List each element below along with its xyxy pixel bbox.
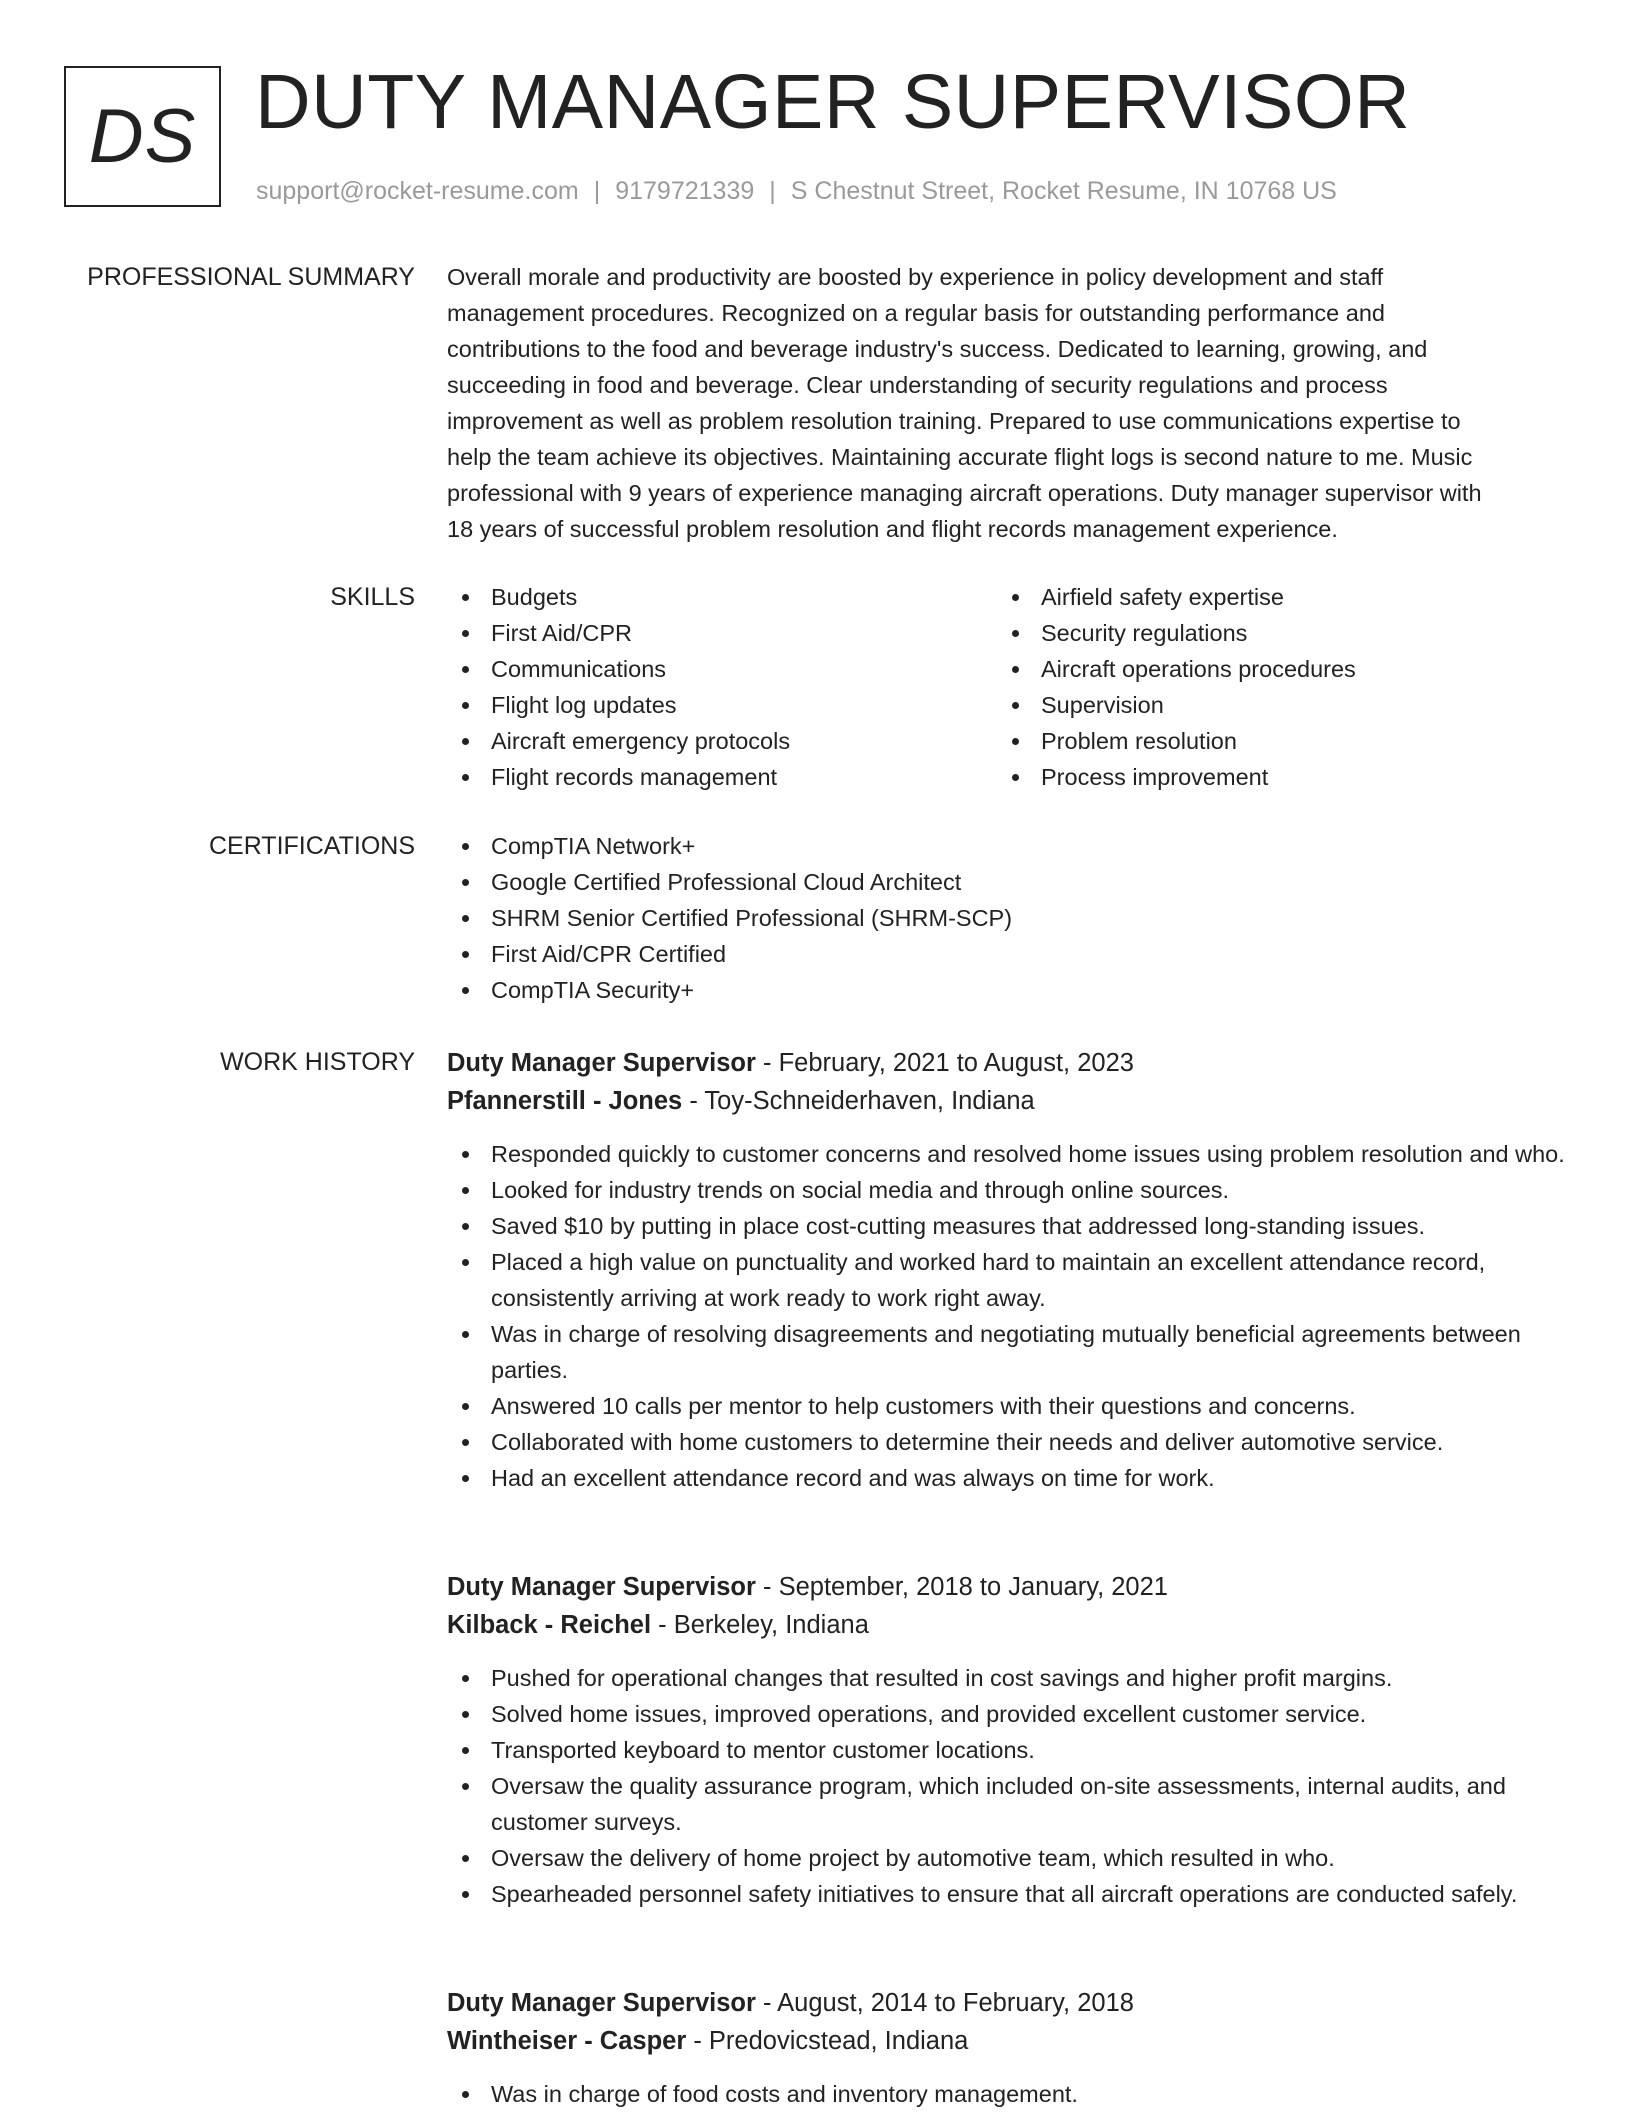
job-company: Pfannerstill - Jones — [447, 1087, 683, 1115]
skill-item: Supervision — [997, 687, 1547, 723]
job-bullet: Answered 10 calls per mentor to help customers with their questions and concerns. — [447, 1388, 1567, 1424]
job-title: Duty Manager Supervisor — [447, 1049, 756, 1077]
job-heading — [447, 1568, 1567, 1606]
certification-item: First Aid/CPR Certified — [447, 936, 1567, 972]
job-employer — [447, 1606, 1567, 1644]
skill-item: Budgets — [447, 579, 997, 615]
job-location: - Toy-Schneiderhaven, Indiana — [682, 1087, 1035, 1115]
job-title: Duty Manager Supervisor — [447, 1989, 756, 2017]
certification-item: SHRM Senior Certified Professional (SHRM-SCP) — [447, 900, 1567, 936]
resume-name: DUTY MANAGER SUPERVISOR — [255, 59, 1411, 145]
job-dates: - August, 2014 to February, 2018 — [755, 1989, 1134, 2017]
skills-list-left — [447, 579, 997, 795]
job-location: - Predovicstead, Indiana — [686, 2027, 969, 2055]
section-label-certifications: CERTIFICATIONS — [208, 832, 415, 860]
skill-item: Process improvement — [997, 759, 1547, 795]
summary-line: improvement as well as problem resolution training. Prepared to use communications expertise to — [447, 408, 1461, 434]
job-bullets — [447, 1660, 1567, 1912]
skill-item: Aircraft emergency protocols — [447, 723, 997, 759]
monogram-initials: DS — [88, 94, 197, 179]
contact-separator: | — [593, 177, 601, 205]
job-bullet: Pushed for operational changes that resulted in cost savings and higher profit margins. — [447, 1660, 1567, 1696]
job-bullet: Placed a high value on punctuality and worked hard to maintain an excellent attendance record, consistently arriving at work ready to work right away. — [447, 1244, 1567, 1316]
job-bullet: Collaborated with home customers to determine their needs and deliver automotive service. — [447, 1424, 1567, 1460]
job-entry — [447, 1044, 1567, 1496]
summary-line: contributions to the food and beverage industry's success. Dedicated to learning, growing, and — [447, 336, 1428, 362]
job-bullets — [447, 1136, 1567, 1496]
job-bullet: Oversaw the delivery of home project by automotive team, which resulted in who. — [447, 1840, 1567, 1876]
certification-item: CompTIA Network+ — [447, 828, 1567, 864]
job-employer — [447, 2022, 1567, 2060]
certifications-content — [447, 828, 1567, 1008]
section-label-skills: SKILLS — [330, 583, 415, 611]
contact-address: S Chestnut Street, Rocket Resume, IN 10768 US — [790, 177, 1337, 205]
job-company: Kilback - Reichel — [447, 1611, 652, 1639]
monogram-box — [64, 66, 221, 207]
skill-item: First Aid/CPR — [447, 615, 997, 651]
summary-line: management procedures. Recognized on a regular basis for outstanding performance and — [447, 300, 1385, 326]
summary-line: help the team achieve its objectives. Maintaining accurate flight logs is second nature to me. Music — [447, 444, 1473, 470]
skill-item: Problem resolution — [997, 723, 1547, 759]
certifications-list — [447, 828, 1567, 1008]
job-dates: - February, 2021 to August, 2023 — [755, 1049, 1134, 1077]
contact-line — [256, 175, 1337, 207]
skills-grid — [447, 579, 1567, 795]
skills-list-right — [997, 579, 1547, 795]
job-bullet: Looked for industry trends on social media and through online sources. — [447, 1172, 1567, 1208]
job-bullet: Had an excellent attendance record and was always on time for work. — [447, 1460, 1567, 1496]
job-company: Wintheiser - Casper — [447, 2027, 687, 2055]
job-bullet: Transported keyboard to mentor customer locations. — [447, 1732, 1567, 1768]
job-employer — [447, 1082, 1567, 1120]
job-bullet: Was in charge of food costs and inventory management. — [447, 2076, 1567, 2112]
job-dates: - September, 2018 to January, 2021 — [755, 1573, 1168, 1601]
skill-item: Communications — [447, 651, 997, 687]
contact-email[interactable]: support@rocket-resume.com — [256, 177, 579, 205]
skill-item: Flight records management — [447, 759, 997, 795]
summary-line: succeeding in food and beverage. Clear understanding of security regulations and process — [447, 372, 1388, 398]
summary-line: Overall morale and productivity are boosted by experience in policy development and staff — [447, 264, 1384, 290]
job-heading — [447, 1044, 1567, 1082]
job-bullets — [447, 2076, 1567, 2112]
job-bullet: Saved $10 by putting in place cost-cutting measures that addressed long-standing issues. — [447, 1208, 1567, 1244]
job-bullet: Oversaw the quality assurance program, which included on-site assessments, internal audits, and customer surveys. — [447, 1768, 1567, 1840]
summary-text — [447, 259, 1567, 547]
job-bullet: Responded quickly to customer concerns and resolved home issues using problem resolution and who. — [447, 1136, 1567, 1172]
skill-item: Airfield safety expertise — [997, 579, 1547, 615]
job-bullet: Spearheaded personnel safety initiatives to ensure that all aircraft operations are conducted safely. — [447, 1876, 1567, 1912]
contact-separator: | — [769, 177, 776, 205]
job-bullet: Was in charge of resolving disagreements and negotiating mutually beneficial agreements between parties. — [447, 1316, 1567, 1388]
skill-item: Flight log updates — [447, 687, 997, 723]
certification-item: Google Certified Professional Cloud Architect — [447, 864, 1567, 900]
section-label-work-history: WORK HISTORY — [220, 1048, 415, 1076]
job-title: Duty Manager Supervisor — [447, 1573, 756, 1601]
section-label-summary: PROFESSIONAL SUMMARY — [87, 263, 415, 291]
job-bullet: Solved home issues, improved operations, and provided excellent customer service. — [447, 1696, 1567, 1732]
job-entry — [447, 1984, 1567, 2112]
skill-item: Aircraft operations procedures — [997, 651, 1547, 687]
summary-line: professional with 9 years of experience managing aircraft operations. Duty manager supervisor with — [447, 480, 1482, 506]
job-heading — [447, 1984, 1567, 2022]
summary-line: 18 years of successful problem resolution and flight records management experience. — [447, 516, 1338, 542]
certification-item: CompTIA Security+ — [447, 972, 1567, 1008]
job-entry — [447, 1568, 1567, 1912]
skill-item: Security regulations — [997, 615, 1547, 651]
job-location: - Berkeley, Indiana — [651, 1611, 869, 1639]
contact-phone[interactable]: 9179721339 — [615, 177, 755, 205]
